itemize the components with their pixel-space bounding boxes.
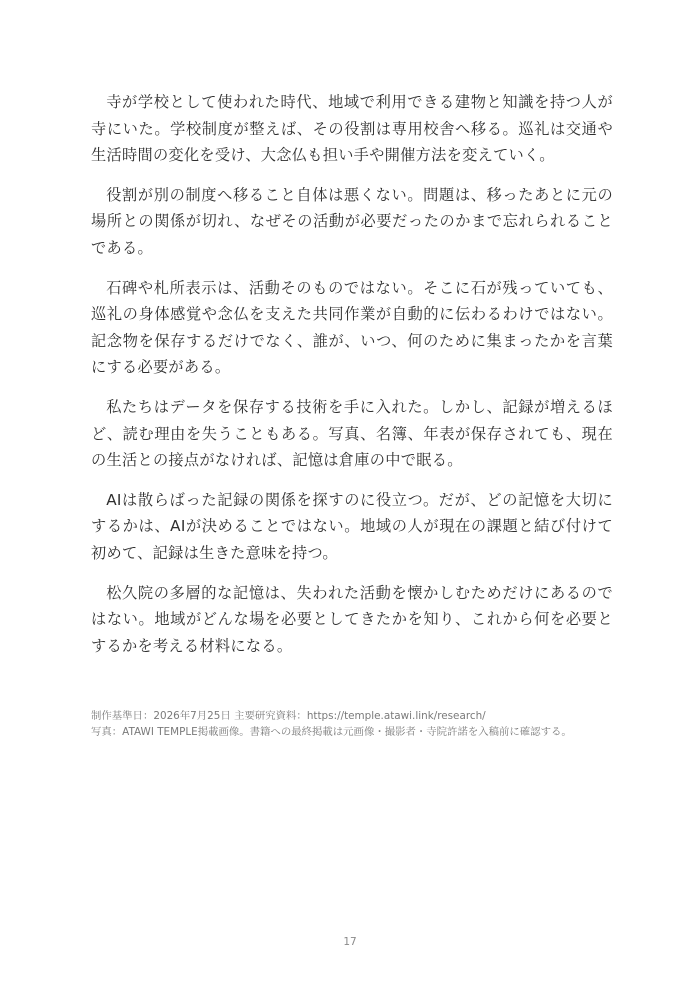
paragraph-6: 松久院の多層的な記憶は、失われた活動を懐かしむためだけにあるのではない。地域がどんな場を必要としてきたかを知り、これから何を必要とするかを考える材料になる。: [91, 583, 613, 655]
paragraph-5: AIは散らばった記録の関係を探すのに役立つ。だが、どの記憶を大切にするかは、AIが決めることではない。地域の人が現在の課題と結び付けて初めて、記録は生きた意味を持つ。: [91, 490, 613, 562]
paragraph-1: 寺が学校として使われた時代、地域で利用できる建物と知識を持つ人が寺にいた。学校制度が整えば、その役割は専用校舎へ移る。巡礼は交通や生活時間の変化を受け、大念仏も担い手や開催方法を変えていく。: [91, 93, 613, 165]
photo-credit-note: 写真：ATAWI TEMPLE掲載画像。書籍への最終掲載は元画像・撮影者・寺院許諾を入稿前に確認する。: [91, 726, 572, 739]
production-note: 制作基準日：2026年7月25日 主要研究資料：https://temple.atawi.link/research/: [91, 710, 486, 722]
paragraph-2: 役割が別の制度へ移ること自体は悪くない。問題は、移ったあとに元の場所との関係が切れ、なぜその活動が必要だったのかまで忘れられることである。: [91, 185, 613, 257]
page-number: 17: [343, 936, 357, 948]
paragraph-4: 私たちはデータを保存する技術を手に入れた。しかし、記録が増えるほど、読む理由を失うこともある。写真、名簿、年表が保存されても、現在の生活との接点がなければ、記憶は倉庫の中で眠る。: [91, 397, 613, 470]
footnotes: [91, 708, 606, 740]
paragraph-3: 石碑や札所表示は、活動そのものではない。そこに石が残っていても、巡礼の身体感覚や念仏を支えた共同作業が自動的に伝わるわけではない。記念物を保存するだけでなく、誰が、いつ、何のために集まったかを言葉にする必要がある。: [91, 278, 613, 377]
body-text: [91, 89, 613, 672]
